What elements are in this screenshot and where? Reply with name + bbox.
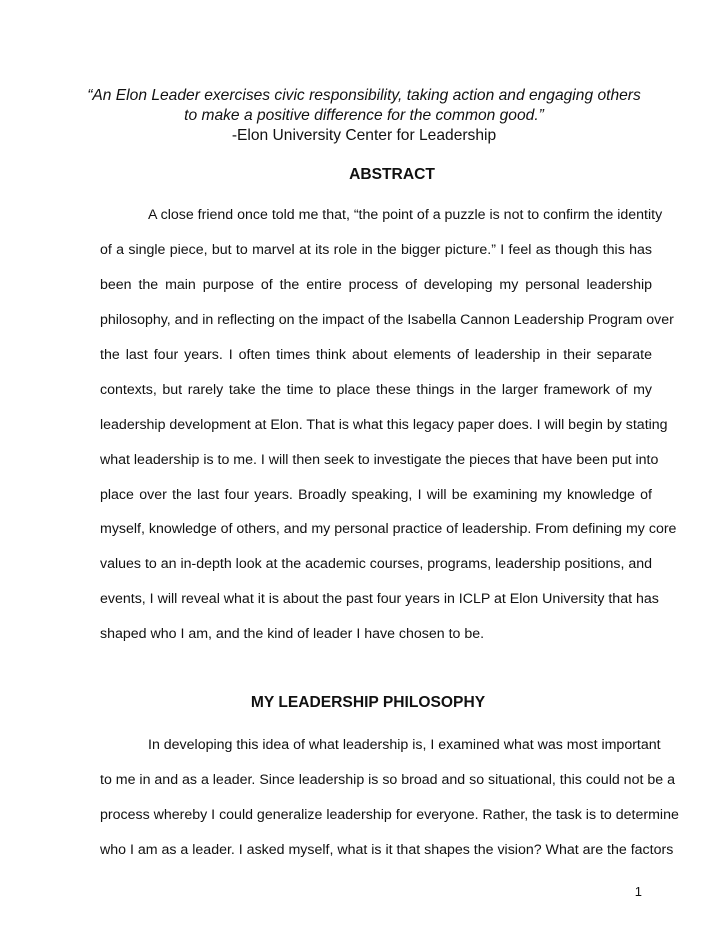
abstract-line: of a single piece, but to marvel at its role in the bigger picture.” I feel as though this has — [100, 242, 652, 258]
philosophy-heading: MY LEADERSHIP PHILOSOPHY — [250, 694, 486, 711]
page-number: 1 — [634, 884, 642, 899]
philosophy-line: who I am as a leader. I asked myself, what is it that shapes the vision? What are the factors — [100, 842, 674, 858]
abstract-line: leadership development at Elon. That is what this legacy paper does. I will begin by stating — [100, 417, 668, 433]
abstract-line: values to an in-depth look at the academic courses, programs, leadership positions, and — [100, 556, 653, 572]
epigraph-quote-line-1: “An Elon Leader exercises civic responsibility, taking action and engaging others — [87, 87, 641, 104]
abstract-line: philosophy, and in reflecting on the impact of the Isabella Cannon Leadership Program over — [100, 312, 674, 328]
abstract-line: been the main purpose of the entire process of developing my personal leadership — [100, 277, 652, 293]
abstract-line: A close friend once told me that, “the point of a puzzle is not to confirm the identity — [148, 207, 663, 223]
epigraph-quote-line-2: to make a positive difference for the common good.” — [184, 107, 544, 124]
abstract-line: place over the last four years. Broadly speaking, I will be examining my knowledge of — [100, 487, 652, 503]
abstract-line: myself, knowledge of others, and my personal practice of leadership. From defining my core — [100, 521, 677, 537]
epigraph-attribution: -Elon University Center for Leadership — [231, 127, 497, 144]
philosophy-line: process whereby I could generalize leadership for everyone. Rather, the task is to determine — [100, 807, 679, 823]
abstract-heading: ABSTRACT — [349, 166, 435, 183]
abstract-line: the last four years. I often times think about elements of leadership in their separate — [100, 347, 652, 363]
abstract-line: events, I will reveal what it is about the past four years in ICLP at Elon University that has — [100, 591, 659, 607]
abstract-line: shaped who I am, and the kind of leader I have chosen to be. — [100, 626, 485, 642]
philosophy-line: to me in and as a leader. Since leadership is so broad and so situational, this could not be a — [100, 772, 675, 788]
epigraph — [80, 86, 648, 146]
philosophy-line: In developing this idea of what leadership is, I examined what was most important — [148, 737, 661, 753]
abstract-line: contexts, but rarely take the time to place these things in the larger framework of my — [100, 382, 652, 398]
abstract-line: what leadership is to me. I will then seek to investigate the pieces that have been put into — [100, 452, 659, 468]
